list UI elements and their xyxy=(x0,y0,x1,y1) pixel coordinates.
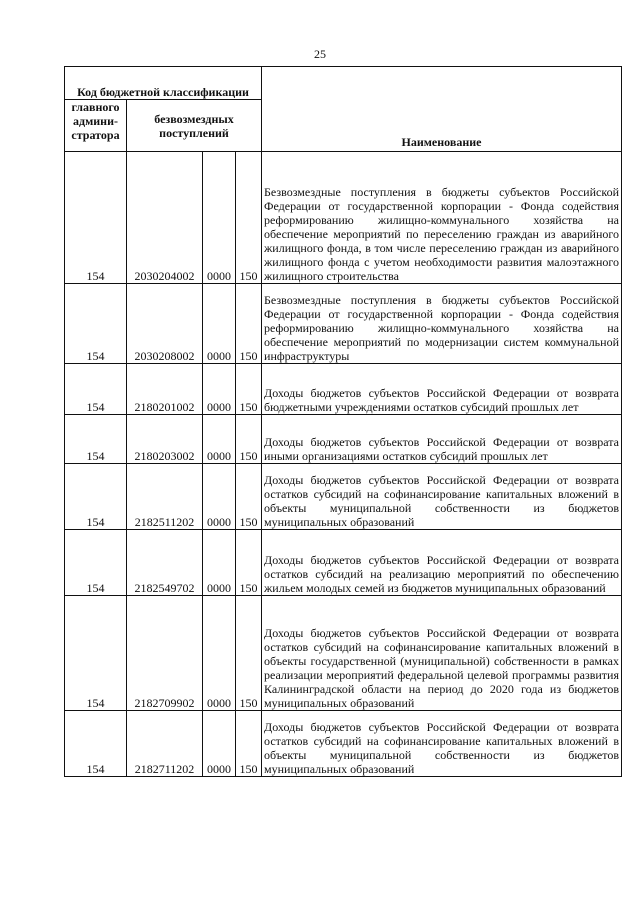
admin-code: 154 xyxy=(65,596,127,711)
admin-code: 154 xyxy=(65,415,127,464)
program-code: 0000 xyxy=(203,364,236,415)
receipt-code: 2182511202 xyxy=(127,464,203,530)
program-code: 0000 xyxy=(203,284,236,364)
kosgu-code: 150 xyxy=(236,284,262,364)
program-code: 0000 xyxy=(203,415,236,464)
table-row xyxy=(65,464,622,530)
receipt-code: 2030208002 xyxy=(127,284,203,364)
table-row xyxy=(65,530,622,596)
receipt-code: 2180201002 xyxy=(127,364,203,415)
program-code: 0000 xyxy=(203,530,236,596)
program-code: 0000 xyxy=(203,464,236,530)
item-name: Безвозмездные поступления в бюджеты субъектов Российской Федерации от государственной корпорации - Фонда содействия реформированию жилищно-коммунального хозяйства на обеспечение мероприятий по модернизации систем коммунальной инфраструктуры xyxy=(262,284,622,364)
table-row xyxy=(65,364,622,415)
admin-code: 154 xyxy=(65,711,127,777)
table-row xyxy=(65,284,622,364)
kosgu-code: 150 xyxy=(236,711,262,777)
receipt-code: 2182711202 xyxy=(127,711,203,777)
item-name: Доходы бюджетов субъектов Российской Федерации от возврата иными организациями остатков субсидий прошлых лет xyxy=(262,415,622,464)
table-row xyxy=(65,711,622,777)
header-classification-code: Код бюджетной классификации xyxy=(65,67,262,100)
program-code: 0000 xyxy=(203,152,236,284)
admin-code: 154 xyxy=(65,284,127,364)
admin-code: 154 xyxy=(65,464,127,530)
header-admin: главного админи- стратора xyxy=(65,100,127,152)
admin-code: 154 xyxy=(65,152,127,284)
kosgu-code: 150 xyxy=(236,152,262,284)
kosgu-code: 150 xyxy=(236,596,262,711)
item-name: Доходы бюджетов субъектов Российской Федерации от возврата остатков субсидий на софинансирование капитальных вложений в объекты муниципальной собственности из бюджетов муниципальных образований xyxy=(262,711,622,777)
receipt-code: 2182709902 xyxy=(127,596,203,711)
kosgu-code: 150 xyxy=(236,464,262,530)
kosgu-code: 150 xyxy=(236,530,262,596)
table-row xyxy=(65,596,622,711)
item-name: Доходы бюджетов субъектов Российской Федерации от возврата остатков субсидий на софинансирование капитальных вложений в объекты муниципальной собственности из бюджетов муниципальных образований xyxy=(262,464,622,530)
admin-code: 154 xyxy=(65,530,127,596)
item-name: Доходы бюджетов субъектов Российской Федерации от возврата бюджетными учреждениями остатков субсидий прошлых лет xyxy=(262,364,622,415)
item-name: Доходы бюджетов субъектов Российской Федерации от возврата остатков субсидий на софинансирование капитальных вложений в объекты государственной (муниципальной) собственности в рамках реализации мероприятий федеральной целевой программы развития Калининградской области на период до 2020 года из бюджетов муниципальных образований xyxy=(262,596,622,711)
program-code: 0000 xyxy=(203,711,236,777)
kosgu-code: 150 xyxy=(236,415,262,464)
page-number: 25 xyxy=(314,47,326,61)
table-row xyxy=(65,415,622,464)
program-code: 0000 xyxy=(203,596,236,711)
item-name: Доходы бюджетов субъектов Российской Федерации от возврата остатков субсидий на реализацию мероприятий по обеспечению жильем молодых семей из бюджетов муниципальных образований xyxy=(262,530,622,596)
header-receipts: безвозмездных поступлений xyxy=(127,100,262,152)
table-row xyxy=(65,152,622,284)
admin-code: 154 xyxy=(65,364,127,415)
receipt-code: 2180203002 xyxy=(127,415,203,464)
header-name: Наименование xyxy=(262,67,622,152)
receipt-code: 2182549702 xyxy=(127,530,203,596)
item-name: Безвозмездные поступления в бюджеты субъектов Российской Федерации от государственной корпорации - Фонда содействия реформированию жилищно-коммунального хозяйства на обеспечение мероприятий по переселению граждан из аварийного жилищного фонда, в том числе переселению граждан из аварийного жилищного фонда с учетом необходимости развития малоэтажного жилищного строительства xyxy=(262,152,622,284)
receipt-code: 2030204002 xyxy=(127,152,203,284)
budget-classification-table xyxy=(64,66,622,777)
kosgu-code: 150 xyxy=(236,364,262,415)
